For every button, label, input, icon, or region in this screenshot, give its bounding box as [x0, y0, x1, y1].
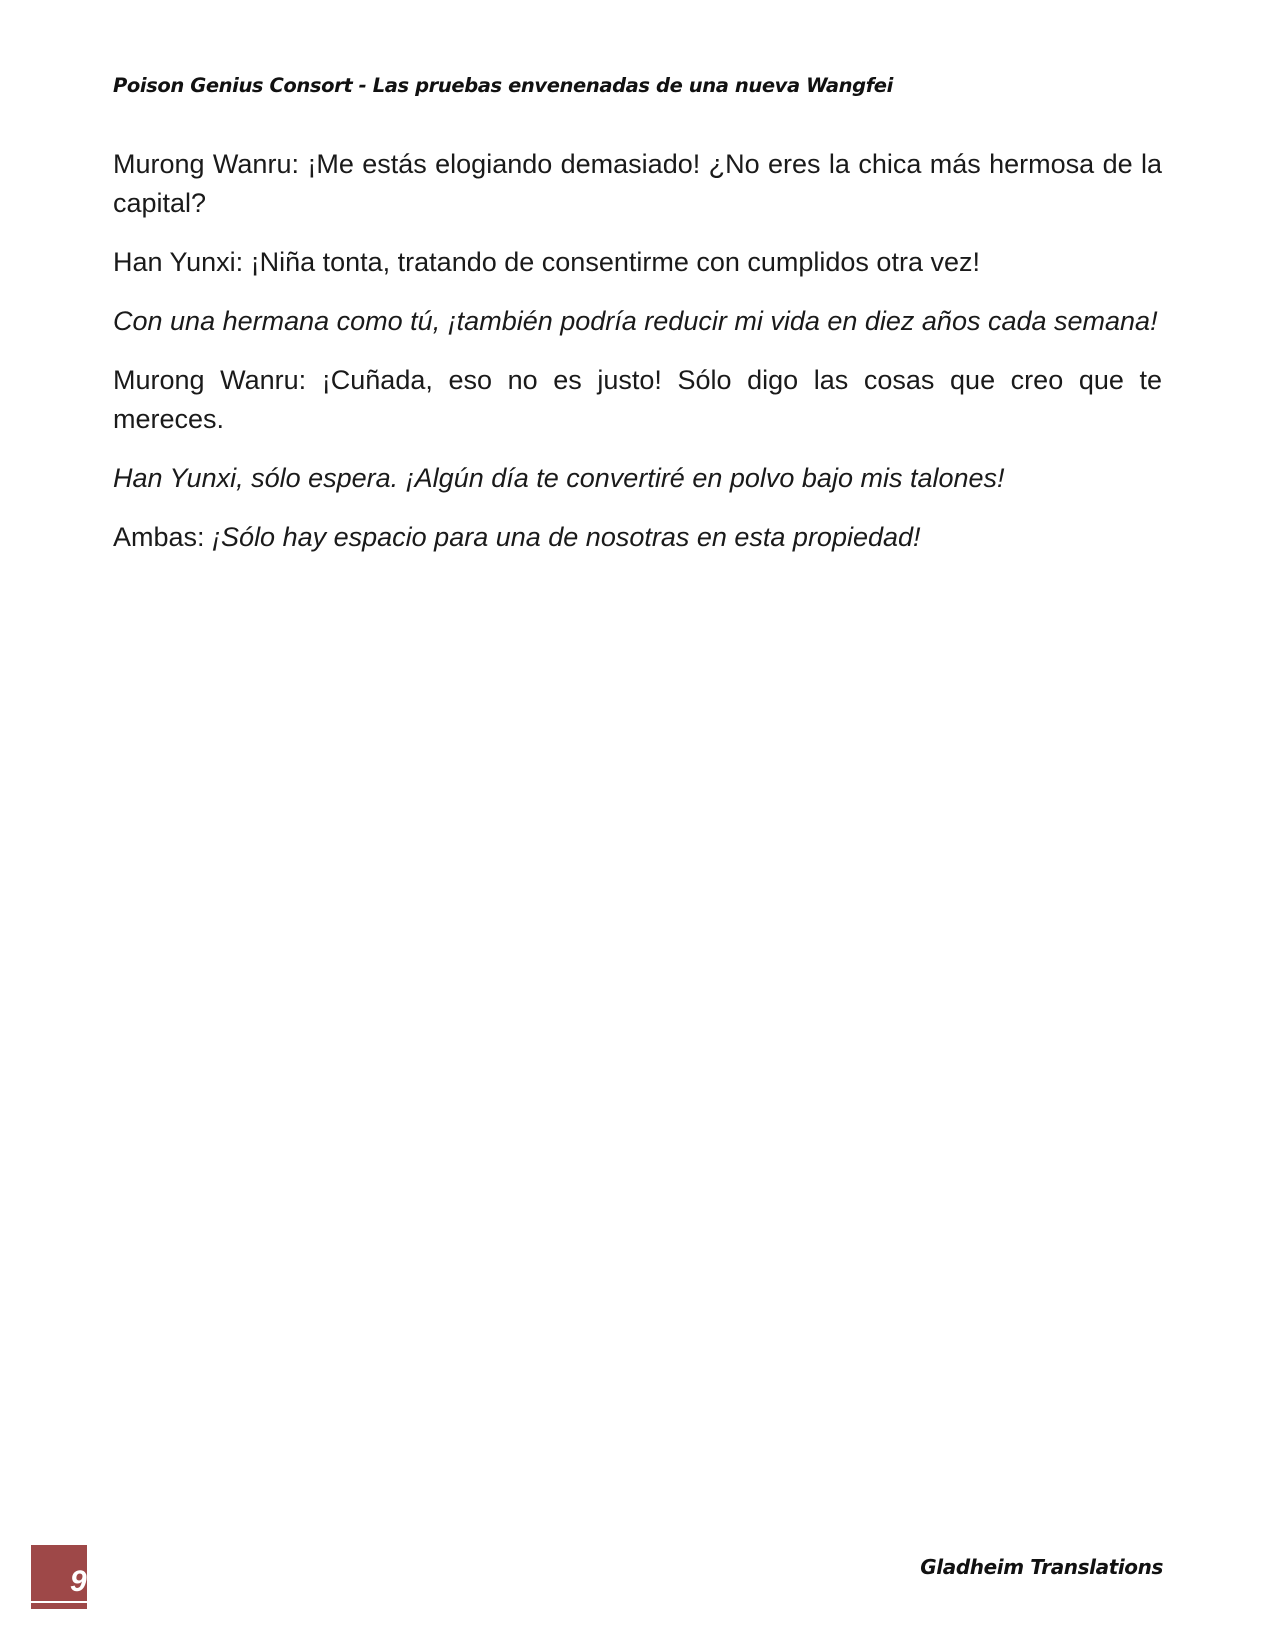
page-number-underline — [31, 1603, 87, 1609]
dialogue-paragraph: Han Yunxi: ¡Niña tonta, tratando de consentirme con cumplidos otra vez! — [113, 247, 980, 277]
speaker-label: Ambas: — [113, 522, 213, 552]
page-number: 9 — [70, 1565, 87, 1598]
dialogue-paragraph: Murong Wanru: ¡Cuñada, eso no es justo! Sólo digo las cosas que creo que te mereces. — [113, 365, 1162, 434]
dialogue-paragraph — [113, 518, 1162, 557]
inner-thought-text: ¡Sólo hay espacio para una de nosotras en esta propiedad! — [212, 522, 921, 552]
document-body — [113, 145, 1162, 577]
dialogue-paragraph: Murong Wanru: ¡Me estás elogiando demasiado! ¿No eres la chica más hermosa de la capital? — [113, 149, 1162, 218]
footer-credit: Gladheim Translations — [920, 1555, 1163, 1579]
inner-thought-paragraph: Con una hermana como tú, ¡también podría reducir mi vida en diez años cada semana! — [113, 306, 1158, 336]
inner-thought-paragraph: Han Yunxi, sólo espera. ¡Algún día te convertiré en polvo bajo mis talones! — [113, 463, 1005, 493]
document-header: Poison Genius Consort - Las pruebas envenenadas de una nueva Wangfei — [113, 74, 893, 97]
